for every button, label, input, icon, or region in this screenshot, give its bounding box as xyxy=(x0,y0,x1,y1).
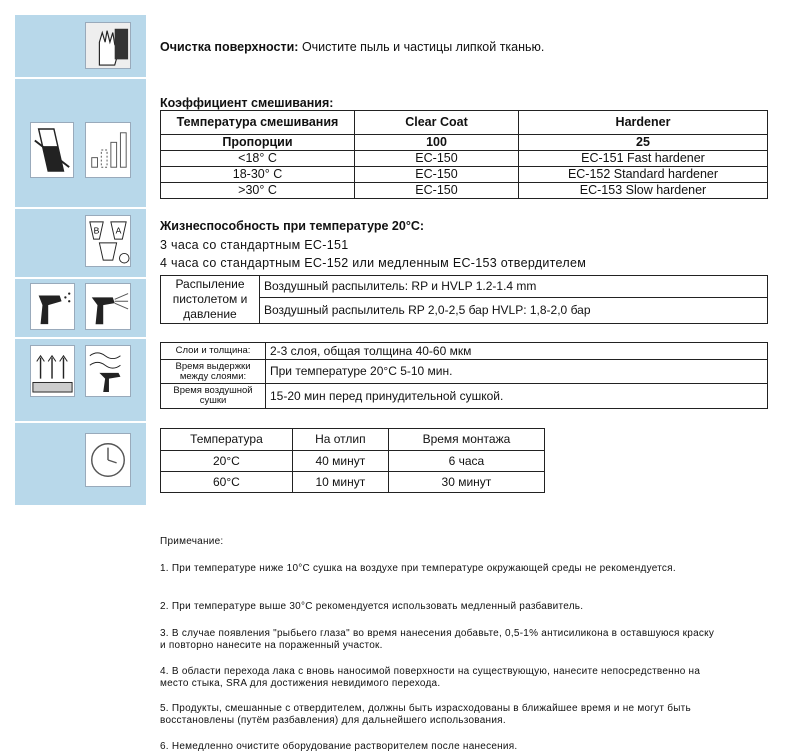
mix-cell: EC-153 Slow hardener xyxy=(519,183,768,199)
note-item: 6. Немедленно очистите оборудование растворителем после нанесения. xyxy=(160,741,518,752)
note-item: 1. При температуре ниже 10°C сушка на воздухе при температуре окружающей среды не рекомендуется. xyxy=(160,563,676,574)
mixing-cup-icon xyxy=(30,122,74,178)
mix-header: Hardener xyxy=(519,111,768,135)
notes-heading: Примечание: xyxy=(160,536,224,547)
drying-header-row xyxy=(161,429,545,451)
drying-header: Температура xyxy=(161,429,293,451)
spray-label: Распыление пистолетом и давление xyxy=(161,276,260,324)
ratio-clearcoat: 100 xyxy=(355,135,519,151)
spray-value: Воздушный распылитель: RP и HVLP 1.2-1.4 mm xyxy=(260,276,768,298)
drying-table xyxy=(160,428,545,493)
spray-table xyxy=(160,275,768,324)
drying-cell: 6 часа xyxy=(388,451,544,472)
layers-row xyxy=(161,384,768,409)
layers-value: При температуре 20°C 5-10 мин. xyxy=(266,360,768,384)
layers-value: 15-20 мин перед принудительной сушкой. xyxy=(266,384,768,409)
mix-cell: EC-152 Standard hardener xyxy=(519,167,768,183)
potlife-heading: Жизнеспособность при температуре 20°C: xyxy=(160,219,425,233)
spray-drying-icon xyxy=(85,345,131,397)
hand-wipe-icon xyxy=(85,22,131,69)
surface-text: Очистите пыль и частицы липкой тканью. xyxy=(301,40,545,54)
potlife-line: 3 часа со стандартным EC-151 xyxy=(160,238,349,252)
sidebar-divider xyxy=(15,277,146,279)
layers-row xyxy=(161,360,768,384)
svg-text:B: B xyxy=(93,225,100,236)
sidebar-divider xyxy=(15,421,146,423)
layers-label: Время выдержки между слоями: xyxy=(161,360,266,384)
note-item: 4. В области перехода лака с вновь наносимой поверхности на существующую, нанесите непосредственно на место стыка, SRA для достижения невидимого перехода. xyxy=(160,666,701,689)
drying-header: Время монтажа xyxy=(388,429,544,451)
mix-row xyxy=(161,183,768,199)
layers-table xyxy=(160,342,768,409)
mix-cell: <18° C xyxy=(161,151,355,167)
mix-header: Температура смешивания xyxy=(161,111,355,135)
spray-gun-pressure-icon xyxy=(85,283,131,330)
spray-gun-icon xyxy=(30,283,75,330)
mix-cell: >30° C xyxy=(161,183,355,199)
note-item: 3. В случае появления "рыбьего глаза" во время нанесения добавьте, 0,5-1% антисиликона в оставшуюся краску и повторно нанесите на пораженный участок. xyxy=(160,628,715,651)
mix-row xyxy=(161,167,768,183)
potlife-line: 4 часа со стандартным EC-152 или медленным EC-153 отвердителем xyxy=(160,256,587,270)
drying-cell: 20°C xyxy=(161,451,293,472)
sidebar-divider xyxy=(15,77,146,79)
surface-cleaning xyxy=(160,40,544,54)
flash-off-icon xyxy=(30,345,75,397)
layers-value: 2-3 слоя, общая толщина 40-60 мкм xyxy=(266,343,768,360)
mix-header-row xyxy=(161,111,768,135)
spray-row xyxy=(161,276,768,298)
mix-table xyxy=(160,110,768,199)
ratio-hardener: 25 xyxy=(519,135,768,151)
mix-row xyxy=(161,151,768,167)
layers-label: Слои и толщина: xyxy=(161,343,266,360)
mix-cell: EC-151 Fast hardener xyxy=(519,151,768,167)
sidebar-divider xyxy=(15,337,146,339)
mix-cell: EC-150 xyxy=(355,167,519,183)
mix-cell: 18-30° C xyxy=(161,167,355,183)
drying-header: На отлип xyxy=(292,429,388,451)
ratio-label: Пропорции xyxy=(161,135,355,151)
drying-cell: 60°C xyxy=(161,472,293,493)
mix-cell: EC-150 xyxy=(355,151,519,167)
drying-row xyxy=(161,472,545,493)
svg-text:A: A xyxy=(115,225,122,236)
clock-icon xyxy=(85,433,131,487)
note-item: 5. Продукты, смешанные с отвердителем, должны быть израсходованы в ближайшее время и не могут быть восстановлены (путём разбавления) для дальнейшего использования. xyxy=(160,703,691,726)
surface-heading: Очистка поверхности: xyxy=(160,40,299,54)
mix-cell: EC-150 xyxy=(355,183,519,199)
layers-row xyxy=(161,343,768,360)
mix-ratio-icon xyxy=(85,215,131,267)
mix-header: Clear Coat xyxy=(355,111,519,135)
drying-row xyxy=(161,451,545,472)
sidebar-divider xyxy=(15,207,146,209)
drying-cell: 40 минут xyxy=(292,451,388,472)
drying-cell: 10 минут xyxy=(292,472,388,493)
layers-label: Время воздушной сушки xyxy=(161,384,266,409)
note-item: 2. При температуре выше 30°C рекомендуется использовать медленный разбавитель. xyxy=(160,601,584,612)
mix-heading: Коэффициент смешивания: xyxy=(160,96,334,110)
sidebar xyxy=(15,15,146,505)
mix-ratio-row xyxy=(161,135,768,151)
spray-value: Воздушный распылитель RP 2,0-2,5 бар HVLP: 1,8-2,0 бар xyxy=(260,298,768,324)
ratio-scale-icon xyxy=(85,122,131,178)
drying-cell: 30 минут xyxy=(388,472,544,493)
